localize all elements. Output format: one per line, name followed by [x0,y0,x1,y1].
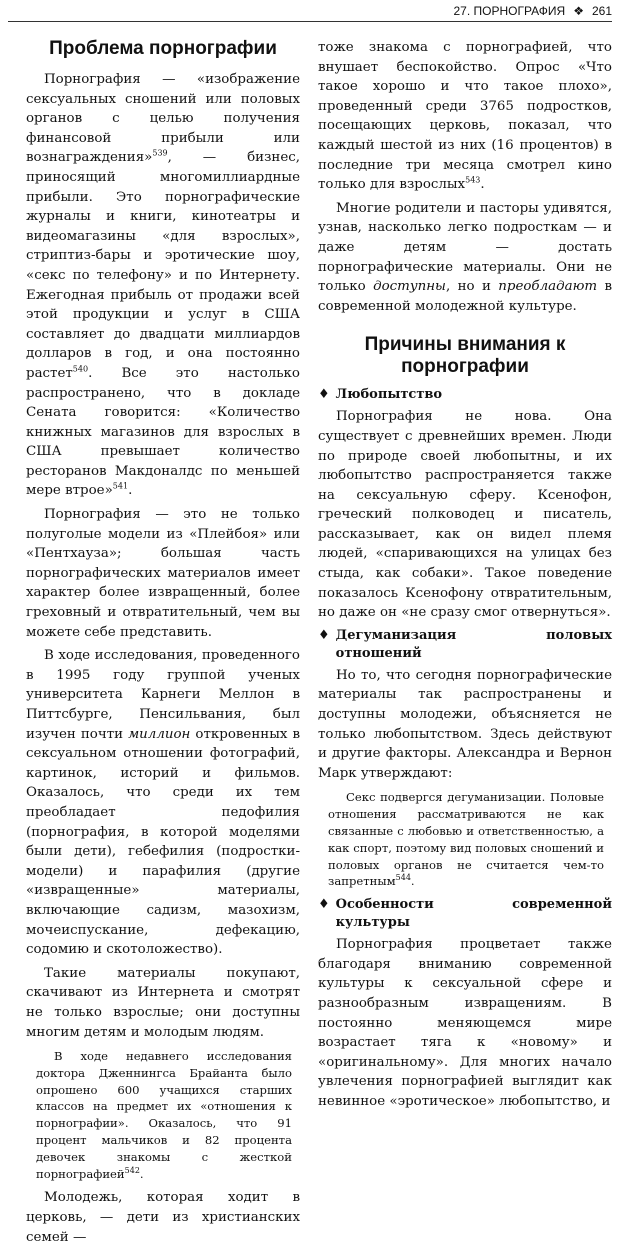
paragraph: Порнография не нова. Она существует с древнейших времен. Люди по природе своей любопытны, и их любопытство распространяется также на сексуальную сферу. Ксенофон, греческий полководец и писатель, рассказывает, как он видел племя людей, «спаривающихся на улицах без стыда, как собаки». Такое поведение показалось Ксенофону отвратительным, но даже он «не сразу смог отвернуться». [318,409,612,621]
subheading-dehumanization: ♦ Дегуманизация половых отношений [318,627,612,661]
separator-ornament: ❖ [573,4,584,18]
block-quote: Секс подвергся дегуманизации. Половые отношения рассматриваются не как связанные с любовью и ответственностью, а как спорт, поэтому вид половых сношений и половых органов не считается чем-то запретным$^{544}$. [328,790,604,889]
paragraph: Порнография — «изображение сексуальных сношений или половых органов с целью получения финансовой прибыли или вознаграждения»$^{539}$, — бизнес, приносящий многомиллиардные прибыли. Это порнографические журналы и книги, кинотеатры и видеомагазины «для взрослых», стриптиз-бары и эротические шоу, «секс по телефону» и по Интернету. Ежегодная прибыль от продажи всей этой продукции и услуг в США составляет до двадцати миллиардов долларов в год, и она постоянно растет$^{540}$. Все это настолько распространено, что в докладе Сената говорится: «Количество книжных магазинов для взрослых в США превышает количество ресторанов Макдоналдс по меньшей мере втрое»$^{541}$. [26,72,300,499]
paragraph: Порнография — это не только полуголые модели из «Плейбоя» или «Пентхауза»; большая часть порнографических материалов имеет характер более извращенный, более греховный и отвратительный, чем вы можете себе представить. [26,507,300,640]
paragraph: Такие материалы покупают, скачивают из Интернета и смотрят не только взрослые; они доступны многим детям и молодым людям. [26,965,300,1040]
paragraph: Молодежь, которая ходит в церковь, — дети из христианских семей — [26,1190,300,1245]
footnote-ref: 540 [72,364,89,374]
footnote-ref: 541 [112,482,129,491]
emphasis: преобладают [498,279,598,295]
footnote-ref: 539 [152,148,168,158]
footnote-ref: 544 [395,873,411,883]
emphasis: доступны [373,279,446,295]
page-header [0,0,620,22]
block-quote: В ходе недавнего исследования доктора Дженнингса Брайанта было опрошено 600 учащихся старших классов на предмет их «отношения к порнографии». Оказалось, что 91 процент мальчиков и 82 процента девочек знакомы с жесткой порнографией$^{542}$. [36,1049,292,1181]
chapter-title: 27. ПОРНОГРАФИЯ [453,4,566,18]
subheading-modern-culture: ♦ Особенности современной культуры [318,897,612,931]
paragraph: тоже знакома с порнографией, что внушает беспокойство. Опрос «Что такое хорошо и что такое плохо», проведенный среди 3765 подростков, посещающих церковь, показал, что каждый шестой из них (16 процентов) в последние три месяца смотрел кино только для взрослых$^{543}$. [318,40,612,193]
paragraph: Многие родители и пасторы удивятся, узнав, насколько легко подросткам — и даже детям — достать порнографические материалы. Они не только доступны, но и преобладают в современной молодежной культуре. [318,200,612,314]
section-title-pornography-problem: Проблема порнографии [49,38,277,59]
diamond-bullet-icon: ♦ [318,897,330,913]
diamond-bullet-icon: ♦ [318,627,330,643]
paragraph: Но то, что сегодня порнографические материалы так распространены и доступны молодежи, объясняется не только любопытством. Здесь действуют и другие факторы. Александра и Вернон Марк утверждают: [318,667,612,781]
right-column [318,38,612,1109]
subheading-curiosity: ♦ Любопытство [318,387,443,403]
paragraph: В ходе исследования, проведенного в 1995 году группой ученых университета Карнеги Меллон в Питтсбурге, Пенсильвания, был изучен почти миллион откровенных в сексуальном отношении фотографий, картинок, историй и фильмов. Оказалось, что среди их тем преобладает педофилия (порнография, в которой моделями были дети), гебефилия (подростки-модели) и парафилия (другие «извращенные» материалы, включающие садизм, мазохизм, мочеиспускание, дефекацию, содомию и скотоложество). [26,648,300,958]
footnote-ref: 542 [124,1165,140,1175]
emphasis: миллион [128,726,191,742]
page-number: 261 [591,4,612,18]
header-rule [8,21,612,22]
left-column [26,36,300,1245]
diamond-bullet-icon: ♦ [318,387,330,403]
footnote-ref: 543 [465,175,481,185]
section-title-reasons: Причины внимания к порнографии [364,334,566,378]
paragraph: Порнография процветает также благодаря вниманию современной культуры к сексуальной сфере и разнообразным извращениям. В постоянно меняющемся мире возрастает тяга к «новому» и «оригинальному». Для многих начало увлечения порнографией выглядит как невинное «эротическое» любопытство, и [318,937,612,1109]
